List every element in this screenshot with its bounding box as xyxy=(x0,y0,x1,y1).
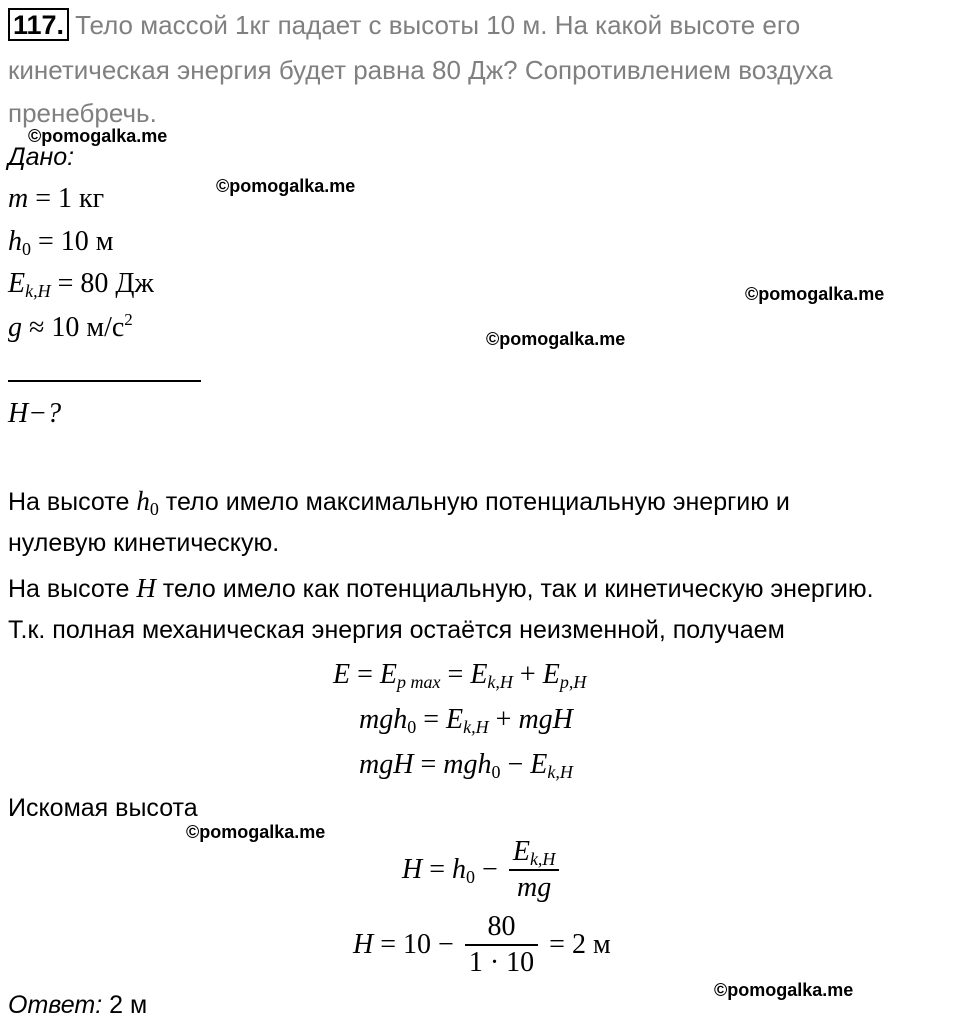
equation-height-formula: $H = h_0$ − $\frac{E_{k,H}}{mg}$ xyxy=(402,838,563,902)
watermark: ©pomogalka.me xyxy=(486,329,626,349)
given-height: $h_0 = 10$ м xyxy=(8,226,114,259)
watermark: ©pomogalka.me xyxy=(745,284,885,304)
problem-line-3: пренебречь. xyxy=(8,98,157,128)
problem-line-2: кинетическая энергия будет равна 80 Дж? Сопротивлением воздуха xyxy=(8,55,833,85)
watermark: ©pomogalka.me xyxy=(216,176,356,196)
given-label: Дано: xyxy=(8,143,75,171)
solution-paragraph-3: Т.к. полная механическая энергия остаётся неизменной, получаем xyxy=(8,616,785,644)
watermark: ©pomogalka.me xyxy=(28,126,168,146)
problem-line-1 xyxy=(8,8,800,41)
answer-value: 2 м xyxy=(109,991,148,1019)
find-unknown: H−? xyxy=(8,398,62,429)
solution-paragraph-1: На высоте $h_0$ тело имело максимальную потенциальную энергию и xyxy=(8,486,790,519)
sought-height-label: Искомая высота xyxy=(8,794,198,822)
equation-numeric-result: H = 10 − $\frac{80}{1 \cdot 10}$ = 2 м xyxy=(353,911,611,978)
solution-paragraph-1-cont: нулевую кинетическую. xyxy=(8,529,280,557)
solution-paragraph-2: На высоте H тело имело как потенциальную, так и кинетическую энергию. xyxy=(8,573,874,603)
given-divider xyxy=(8,380,201,382)
fraction-energy-over-mg: $\frac{E_{k,H}}{mg}$ xyxy=(509,838,560,902)
fraction-numeric xyxy=(465,913,538,977)
problem-text-1: Тело массой 1кг падает с высоты 10 м. На какой высоте его xyxy=(75,10,801,40)
answer xyxy=(8,993,147,1018)
watermark: ©pomogalka.me xyxy=(714,980,854,1000)
equation-2: $mgh_0 = E_{k,H}$ + mgH xyxy=(359,704,573,737)
given-gravity: g ≈ 10 $м/с^2$ xyxy=(8,310,133,343)
fraction-numerator: 80 xyxy=(487,911,516,942)
watermark: ©pomogalka.me xyxy=(186,822,326,842)
fraction-denominator: 1 · 10 xyxy=(468,947,535,978)
answer-label: Ответ: xyxy=(8,991,103,1019)
given-mass: m = 1 кг xyxy=(8,183,105,214)
result-value: = 2 м xyxy=(549,929,611,960)
equation-3: mgH = $mgh_0 - E_{k,H}$ xyxy=(359,749,573,782)
problem-number: 117. xyxy=(8,8,69,41)
equation-energy-conservation: $E = E_{p max} = E_{k,H} + E_{p,H}$ xyxy=(333,659,587,692)
given-kinetic-energy: $E_{k,H} = 80$ Дж xyxy=(8,268,154,301)
